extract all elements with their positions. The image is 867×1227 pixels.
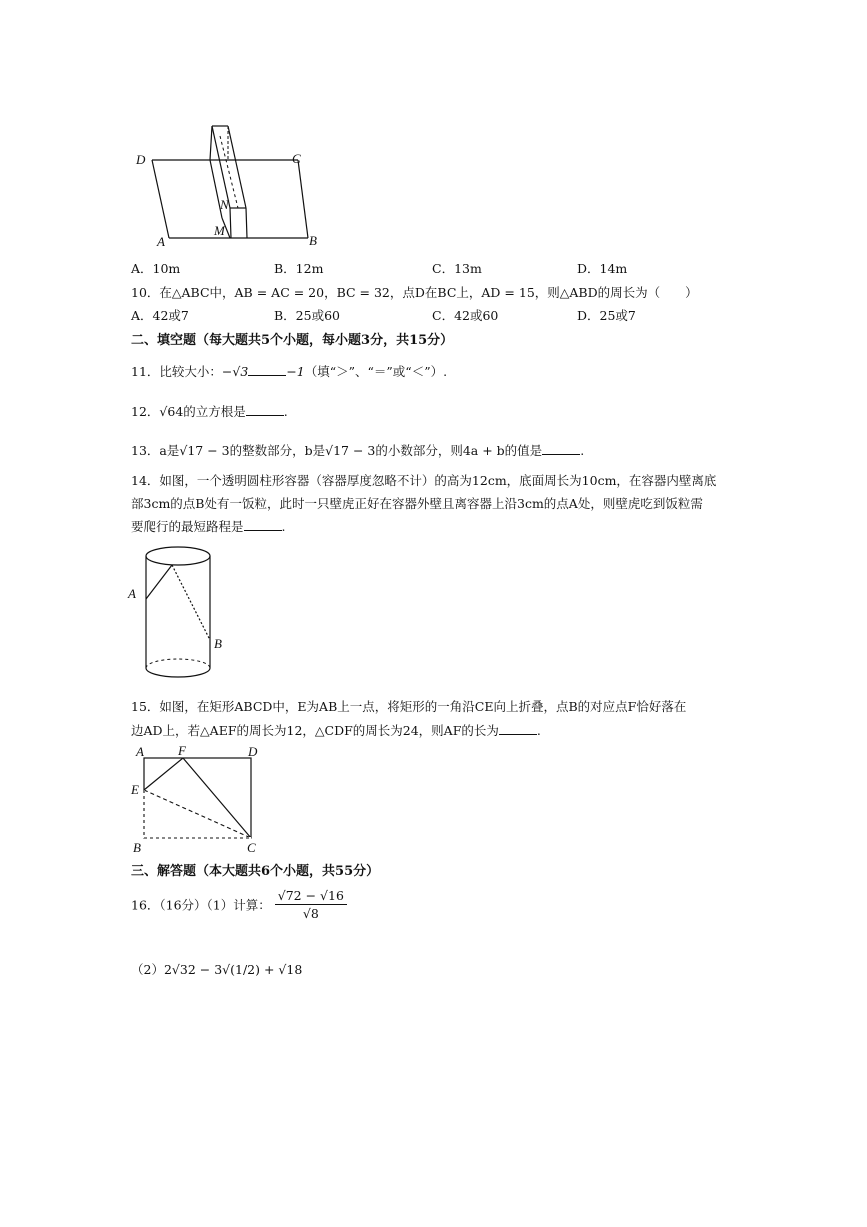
q12-suffix: 的立方根是 <box>183 404 246 419</box>
q15-fold-ef <box>144 758 183 790</box>
q15-rectangle-figure <box>128 742 268 857</box>
q16-part1-numerator: √72 − √16 <box>275 888 347 905</box>
q11-prefix: 11．比较大小： <box>131 364 222 379</box>
q14-line1: 14．如图，一个透明圆柱形容器（容器厚度忽略不计）的高为12cm，底面周长为10cm，在容器内壁离底 <box>131 473 717 488</box>
section3-title: 三、解答题（本大题共6个小题，共55分） <box>131 864 380 879</box>
q15-fold-fc <box>183 758 251 838</box>
q13-end: . <box>580 443 585 458</box>
q12-end: . <box>283 404 288 419</box>
q11-right: −1 <box>286 364 305 379</box>
q14-bottom-front <box>146 668 210 677</box>
q15-label-c: C <box>247 840 256 855</box>
q16-part2-expr: 2√32 − 3√(1/2) + √18 <box>163 962 303 977</box>
q14-line3: 要爬行的最短路程是 <box>131 519 244 534</box>
q9-box-edge <box>210 126 212 160</box>
q16-part1-denominator: √8 <box>302 906 319 921</box>
q9-label-a: A <box>157 234 165 249</box>
q15-line1: 15．如图，在矩形ABCD中，E为AB上一点，将矩形的一角沿CE向上折叠，点B的对应点F恰好落在 <box>131 699 687 714</box>
section2-title: 二、填空题（每大题共5个小题，每小题3分，共15分） <box>131 333 454 348</box>
q15-label-b: B <box>133 840 141 855</box>
q14-path-inner <box>172 565 210 640</box>
q14-line3-wrap <box>131 517 286 535</box>
q12 <box>131 402 288 420</box>
q9-label-d: D <box>136 152 146 167</box>
q15-crease-ec <box>144 790 251 838</box>
q9-edge-cb <box>298 160 308 238</box>
q16-part2 <box>131 960 302 978</box>
q15-rectangle <box>144 758 251 838</box>
q10-option-b[interactable]: B．25或60 <box>274 308 340 323</box>
q9-figure <box>130 118 330 253</box>
q12-prefix: 12． <box>131 404 160 419</box>
q14-bottom-back <box>146 659 210 668</box>
q9-option-b[interactable]: B．12m <box>274 261 324 276</box>
q15-label-d: D <box>248 744 258 759</box>
q9-option-c[interactable]: C．13m <box>432 261 482 276</box>
q12-expr: √64 <box>159 404 184 419</box>
q14-end: . <box>281 519 286 534</box>
q15-line2-wrap <box>131 721 541 739</box>
q10-text: 10．在△ABC中，AB = AC = 20，BC = 32，点D在BC上，AD = 15，则△ABD的周长为（ ） <box>131 285 698 300</box>
q11-answer-blank[interactable] <box>248 363 286 376</box>
q9-label-b: B <box>309 233 317 248</box>
q9-box-edge <box>230 208 231 238</box>
q9-option-d[interactable]: D．14m <box>577 261 628 276</box>
q14-label-b: B <box>214 636 222 651</box>
q16-part1 <box>131 888 347 921</box>
q16-part1-prefix: 16．（16分）（1）计算： <box>131 897 271 913</box>
q14-path-outer <box>146 565 172 599</box>
q10-option-d[interactable]: D．25或7 <box>577 308 636 323</box>
q13-text: 13．a是√17 − 3的整数部分，b是√17 − 3的小数部分，则4a + b的值是 <box>131 443 543 458</box>
q14-cylinder-figure <box>124 540 234 685</box>
q10-option-a[interactable]: A．42或7 <box>131 308 189 323</box>
q9-label-c: C <box>292 151 301 166</box>
q12-answer-blank[interactable] <box>246 403 284 416</box>
q15-end: . <box>536 723 541 738</box>
q10-option-c[interactable]: C．42或60 <box>432 308 499 323</box>
q15-label-e: E <box>131 782 139 797</box>
q14-line2: 部3cm的点B处有一饭粒，此时一只壁虎正好在容器外壁且离容器上沿3cm的点A处，则壁虎吃到饭粒需 <box>131 496 703 511</box>
q16-part1-fraction <box>275 888 347 921</box>
q9-option-a[interactable]: A．10m <box>131 261 181 276</box>
q16-part2-prefix: （2） <box>131 962 164 977</box>
q13 <box>131 441 584 459</box>
q9-box-edge <box>246 208 247 238</box>
q11-left: −√3 <box>221 364 249 379</box>
q11-suffix: （填“＞”、“＝”或“＜”）. <box>304 364 448 379</box>
q14-top-ellipse <box>146 547 210 565</box>
q14-answer-blank[interactable] <box>244 518 282 531</box>
q9-box-edge <box>228 126 246 208</box>
q13-answer-blank[interactable] <box>542 442 580 455</box>
q9-label-n: N <box>220 197 229 212</box>
q14-label-a: A <box>128 586 136 601</box>
q9-label-m: M <box>214 223 225 238</box>
q9-edge-da <box>152 160 169 238</box>
q15-answer-blank[interactable] <box>499 722 537 735</box>
q15-label-f: F <box>178 743 186 758</box>
q15-label-a: A <box>136 744 144 759</box>
q15-line2: 边AD上，若△AEF的周长为12，△CDF的周长为24，则AF的长为 <box>131 723 499 738</box>
q11 <box>131 362 447 380</box>
